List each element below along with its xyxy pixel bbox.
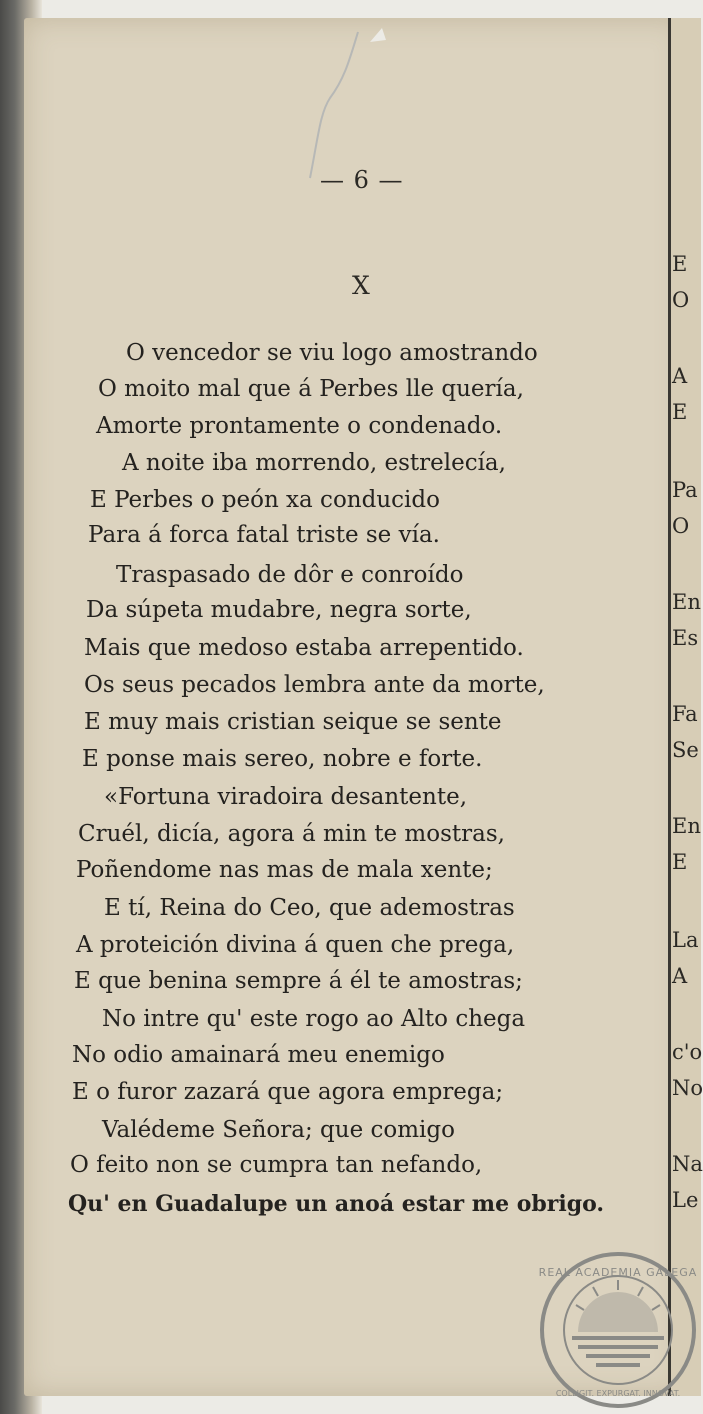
verse-line: No intre qu' este rogo ao Alto chega: [102, 1006, 526, 1032]
verse-line: E ponse mais sereo, nobre e forte.: [82, 746, 483, 772]
adjacent-page-fragment: E: [672, 400, 688, 424]
svg-text:REAL ACADEMIA GALEGA: REAL ACADEMIA GALEGA: [538, 1266, 698, 1279]
verse-line: Da súpeta mudabre, negra sorte,: [86, 597, 472, 623]
verse-line: A proteición divina á quen che prega,: [76, 932, 515, 958]
verse-line: Para á forca fatal triste se vía.: [88, 522, 440, 548]
adjacent-page-fragment: En: [672, 590, 701, 614]
verse-line: Mais que medoso estaba arrepentido.: [84, 635, 524, 661]
adjacent-page-fragment: O: [672, 288, 690, 312]
adjacent-page-fragment: E: [672, 850, 688, 874]
adjacent-page-fragment: O: [672, 514, 690, 538]
adjacent-page-fragment: c'o: [672, 1040, 703, 1064]
verse-line: E que benina sempre á él te amostras;: [74, 968, 523, 994]
verse-line: O moito mal que á Perbes lle quería,: [98, 376, 524, 402]
section-heading: X: [352, 271, 370, 300]
adjacent-page-fragment: Fa: [672, 702, 698, 726]
adjacent-page-fragment: A: [672, 364, 688, 388]
library-seal: [538, 1250, 698, 1410]
adjacent-page-fragment: A: [672, 964, 688, 988]
book-page: [24, 18, 684, 1396]
adjacent-page-fragment: No: [672, 1076, 703, 1100]
verse-line: E Perbes o peón xa conducido: [90, 487, 440, 513]
verse-line: A noite iba morrendo, estrelecía,: [122, 450, 506, 476]
verse-line: Os seus pecados lembra ante da morte,: [84, 672, 545, 698]
adjacent-page-fragment: En: [672, 814, 701, 838]
svg-text:COLLIGIT. EXPURGAT. INNOVAT.: COLLIGIT. EXPURGAT. INNOVAT.: [555, 1389, 681, 1398]
verse-line: O feito non se cumpra tan nefando,: [70, 1152, 483, 1178]
adjacent-page-fragment: Na: [672, 1152, 703, 1176]
verse-line: Traspasado de dôr e conroído: [116, 562, 464, 588]
verse-line: E tí, Reina do Ceo, que ademostras: [104, 895, 515, 921]
adjacent-page-fragment: La: [672, 928, 699, 952]
verse-line: Qu' en Guadalupe un anoá estar me obrigo.: [68, 1191, 605, 1217]
verse-line: No odio amainará meu enemigo: [72, 1042, 445, 1068]
verse-line: O vencedor se viu logo amostrando: [126, 340, 538, 366]
verse-line: Poñendome nas mas de mala xente;: [76, 857, 493, 883]
adjacent-page-fragment: E: [672, 252, 688, 276]
verse-line: Amorte prontamente o condenado.: [96, 413, 503, 439]
verse-line: Cruél, dicía, agora á min te mostras,: [78, 821, 505, 847]
verse-line: E muy mais cristian seique se sente: [84, 709, 502, 735]
verse-line: «Fortuna viradoira desantente,: [104, 784, 468, 810]
page-number: — 6 —: [320, 166, 404, 194]
verse-line: Valédeme Señora; que comigo: [102, 1117, 455, 1143]
verse-line: E o furor zazará que agora emprega;: [72, 1079, 504, 1105]
adjacent-page-fragment: Es: [672, 626, 699, 650]
adjacent-page-fragment: Le: [672, 1188, 699, 1212]
paper-tear-mark: [300, 28, 390, 188]
adjacent-page-fragment: Se: [672, 738, 699, 762]
adjacent-page-fragment: Pa: [672, 478, 698, 502]
